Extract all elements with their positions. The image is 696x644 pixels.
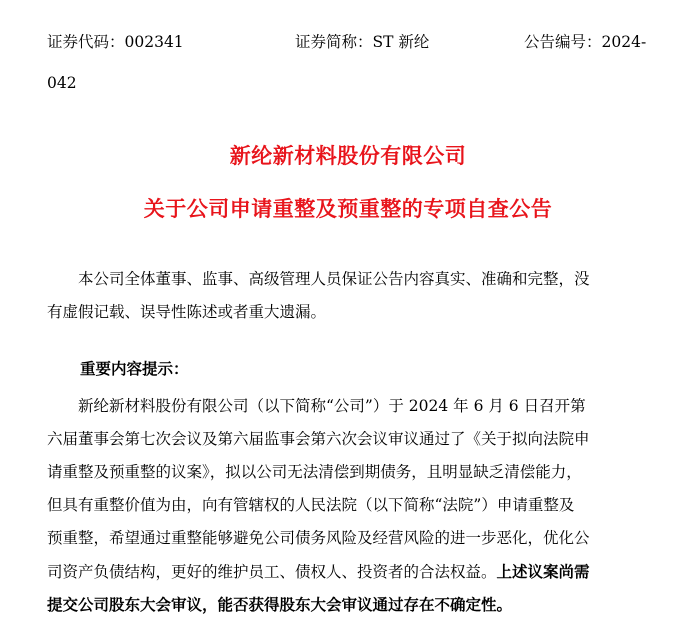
content-line [47, 588, 662, 621]
content-line: 新纶新材料股份有限公司（以下简称“公司”）于 2024 年 6 月 6 日召开第 [78, 397, 586, 415]
company-title: 新纶新材料股份有限公司 [229, 143, 467, 168]
content-line: 六届董事会第七次会议及第六届监事会第六次会议审议通过了《关于拟向法院申 [47, 430, 590, 448]
important-heading: 重要内容提示： [80, 359, 189, 378]
content-line: 预重整，希望通过重整能够避免公司债务风险及经营风险的进一步恶化，优化公 [47, 529, 590, 547]
announcement-number: 公告编号：2024- [524, 33, 647, 51]
content-line-mixed [47, 555, 662, 588]
stock-code: 证券代码：002341 [47, 33, 184, 51]
announcement-number-continued: 042 [47, 74, 77, 92]
announcement-title: 关于公司申请重整及预重整的专项自查公告 [143, 196, 553, 221]
bold-warning: 提交公司股东大会审议，能否获得股东大会审议通过存在不确定性。 [47, 595, 513, 614]
stock-short-name: 证券简称：ST 新纶 [295, 33, 430, 51]
content-line: 请重整及预重整的议案》，拟以公司无法清偿到期债务，且明显缺乏清偿能力， [47, 463, 582, 481]
bold-warning: 上述议案尚需 [496, 562, 590, 581]
important-content [47, 390, 662, 621]
content-line: 但具有重整价值为由，向有管辖权的人民法院（以下简称“法院”）申请重整及 [47, 496, 575, 514]
statement-line: 本公司全体董事、监事、高级管理人员保证公告内容真实、准确和完整，没 [78, 270, 590, 288]
document-header [0, 30, 696, 58]
content-text: 司资产负债结构，更好的维护员工、债权人、投资者的合法权益。 [47, 563, 497, 581]
board-statement [47, 263, 662, 329]
statement-line: 有虚假记载、误导性陈述或者重大遗漏。 [47, 303, 327, 321]
